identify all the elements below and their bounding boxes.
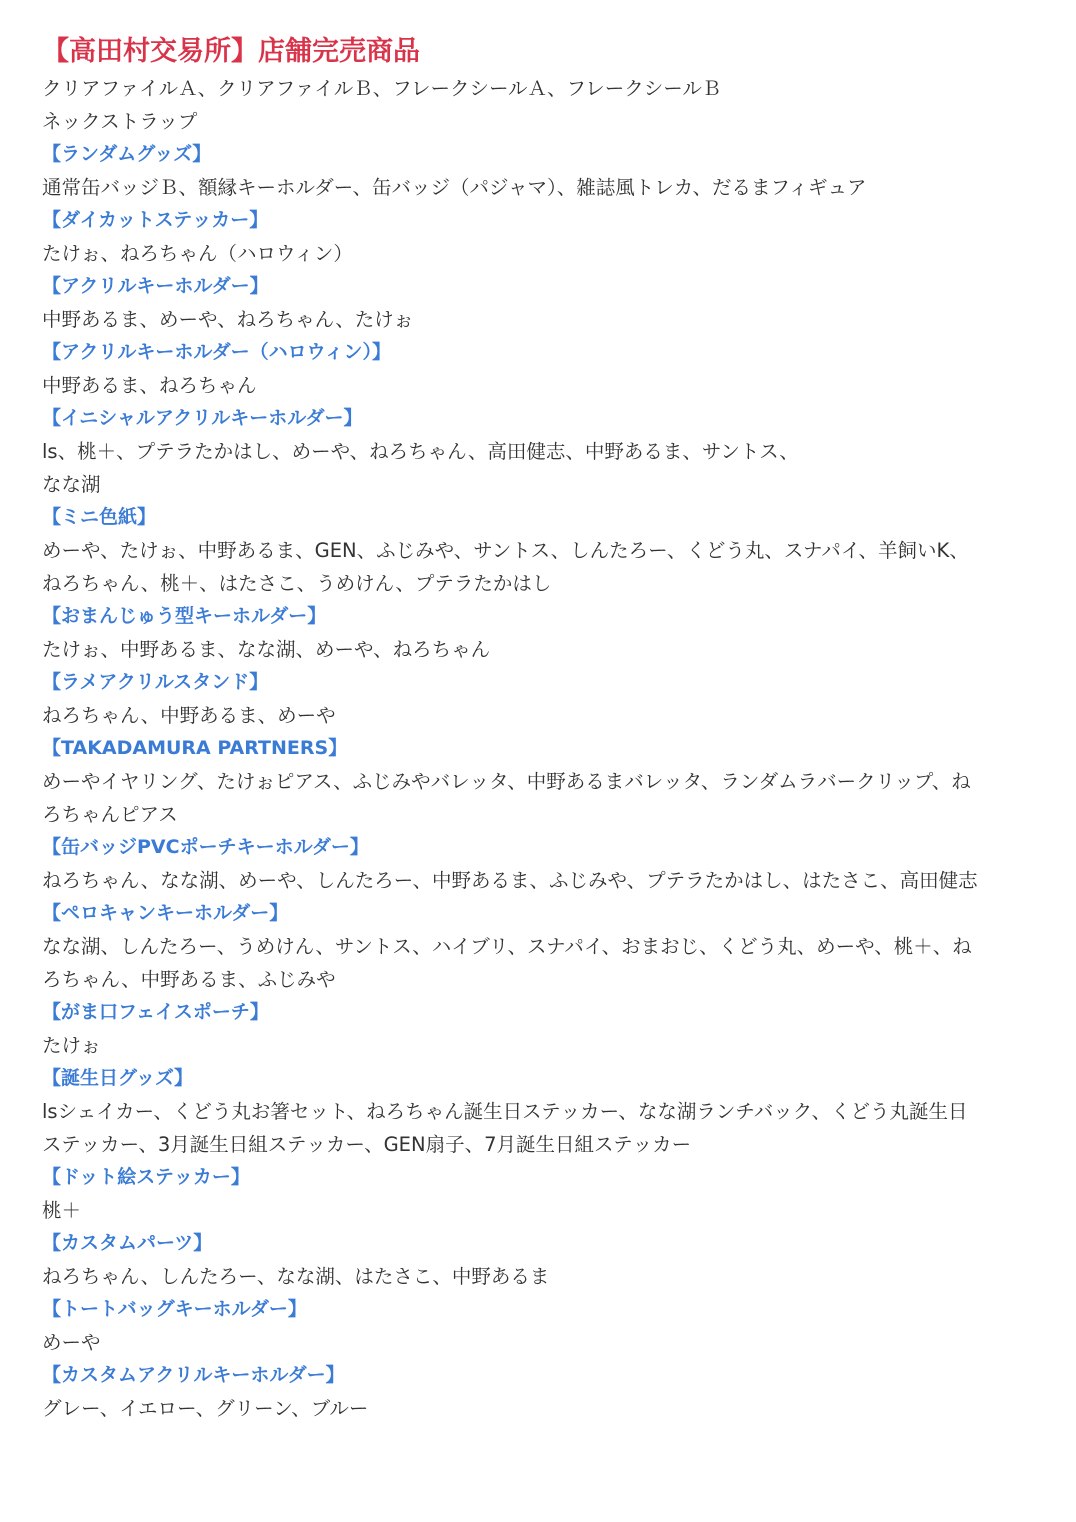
section-heading: 【ダイカットステッカー】 xyxy=(42,209,269,231)
section-17 xyxy=(42,1359,1042,1425)
section-item-line: 通常缶バッジＢ、額縁キーホルダー、缶バッジ（パジャマ）、雑誌風トレカ、だるまフィギュア xyxy=(42,176,867,199)
section-item-line: たけぉ xyxy=(42,1034,101,1057)
intro-line-1: クリアファイルＡ、クリアファイルＢ、フレークシールＡ、フレークシールＢ xyxy=(42,77,722,100)
section-item-line: ろちゃんピアス xyxy=(42,803,178,826)
section-item-line: なな湖、しんたろー、うめけん、サントス、ハイブリ、スナパイ、おまおじ、くどう丸、めーや、桃＋、ね xyxy=(42,935,972,958)
section-item-line: たけぉ、ねろちゃん（ハロウィン） xyxy=(42,242,353,265)
section-8 xyxy=(42,666,1042,732)
section-14 xyxy=(42,1161,1042,1227)
intro-block xyxy=(42,72,1042,138)
section-item-line: ねろちゃん、しんたろー、なな湖、はたさこ、中野あるま xyxy=(42,1265,550,1288)
intro-line-2: ネックストラップ xyxy=(42,110,198,133)
section-4 xyxy=(42,336,1042,402)
section-13 xyxy=(42,1062,1042,1161)
section-heading: 【ペロキャンキーホルダー】 xyxy=(42,902,289,924)
section-12 xyxy=(42,996,1042,1062)
section-2 xyxy=(42,204,1042,270)
section-1 xyxy=(42,138,1042,204)
section-heading: 【ミニ色紙】 xyxy=(42,506,157,528)
section-heading: 【トートバッグキーホルダー】 xyxy=(42,1298,307,1320)
section-item-line: ls、桃＋、プテラたかはし、めーや、ねろちゃん、高田健志、中野あるま、サントス、 xyxy=(42,440,799,463)
section-item-line: たけぉ、中野あるま、なな湖、めーや、ねろちゃん xyxy=(42,638,491,661)
section-16 xyxy=(42,1293,1042,1359)
section-item-line: グレー、イエロー、グリーン、ブルー xyxy=(42,1397,369,1420)
section-heading: 【がま口フェイスポーチ】 xyxy=(42,1001,269,1023)
section-item-line: ろちゃん、中野あるま、ふじみや xyxy=(42,968,336,991)
section-heading: 【ラメアクリルスタンド】 xyxy=(42,671,269,693)
section-15 xyxy=(42,1227,1042,1293)
section-6 xyxy=(42,501,1042,600)
section-heading: 【おまんじゅう型キーホルダー】 xyxy=(42,605,327,627)
section-item-line: 中野あるま、めーや、ねろちゃん、たけぉ xyxy=(42,308,414,331)
section-heading: 【TAKADAMURA PARTNERS】 xyxy=(42,737,348,759)
section-item-line: 桃＋ xyxy=(42,1199,82,1222)
section-item-line: lsシェイカー、くどう丸お箸セット、ねろちゃん誕生日ステッカー、なな湖ランチバック、くどう丸誕生日 xyxy=(42,1100,968,1123)
section-item-line: なな湖 xyxy=(42,473,101,496)
document-body xyxy=(42,32,1042,1425)
section-heading: 【カスタムパーツ】 xyxy=(42,1232,213,1254)
section-heading: 【アクリルキーホルダー】 xyxy=(42,275,269,297)
section-item-line: めーや、たけぉ、中野あるま、GEN、ふじみや、サントス、しんたろー、くどう丸、スナパイ、羊飼いK、 xyxy=(42,539,969,562)
page-title: 【高田村交易所】店舗完売商品 xyxy=(42,36,420,67)
section-heading: 【アクリルキーホルダー（ハロウィン）】 xyxy=(42,341,392,363)
section-list xyxy=(42,138,1042,1425)
section-item-line: ねろちゃん、なな湖、めーや、しんたろー、中野あるま、ふじみや、プテラたかはし、はたさこ、高田健志 xyxy=(42,869,978,892)
section-7 xyxy=(42,600,1042,666)
section-heading: 【ドット絵ステッカー】 xyxy=(42,1166,250,1188)
section-heading: 【缶バッジPVCポーチキーホルダー】 xyxy=(42,836,369,858)
section-9 xyxy=(42,732,1042,831)
section-11 xyxy=(42,897,1042,996)
section-item-line: ねろちゃん、中野あるま、めーや xyxy=(42,704,336,727)
section-heading: 【誕生日グッズ】 xyxy=(42,1067,194,1089)
section-10 xyxy=(42,831,1042,897)
section-item-line: ステッカー、3月誕生日組ステッカー、GEN扇子、7月誕生日組ステッカー xyxy=(42,1133,692,1156)
section-5 xyxy=(42,402,1042,501)
section-item-line: めーや xyxy=(42,1331,101,1354)
section-heading: 【イニシャルアクリルキーホルダー】 xyxy=(42,407,363,429)
section-item-line: ねろちゃん、桃＋、はたさこ、うめけん、プテラたかはし xyxy=(42,572,552,595)
section-3 xyxy=(42,270,1042,336)
section-item-line: 中野あるま、ねろちゃん xyxy=(42,374,257,397)
section-item-line: めーやイヤリング、たけぉピアス、ふじみやバレッタ、中野あるまバレッタ、ランダムラバークリップ、ね xyxy=(42,770,971,793)
section-heading: 【カスタムアクリルキーホルダー】 xyxy=(42,1364,345,1386)
section-heading: 【ランダムグッズ】 xyxy=(42,143,212,165)
